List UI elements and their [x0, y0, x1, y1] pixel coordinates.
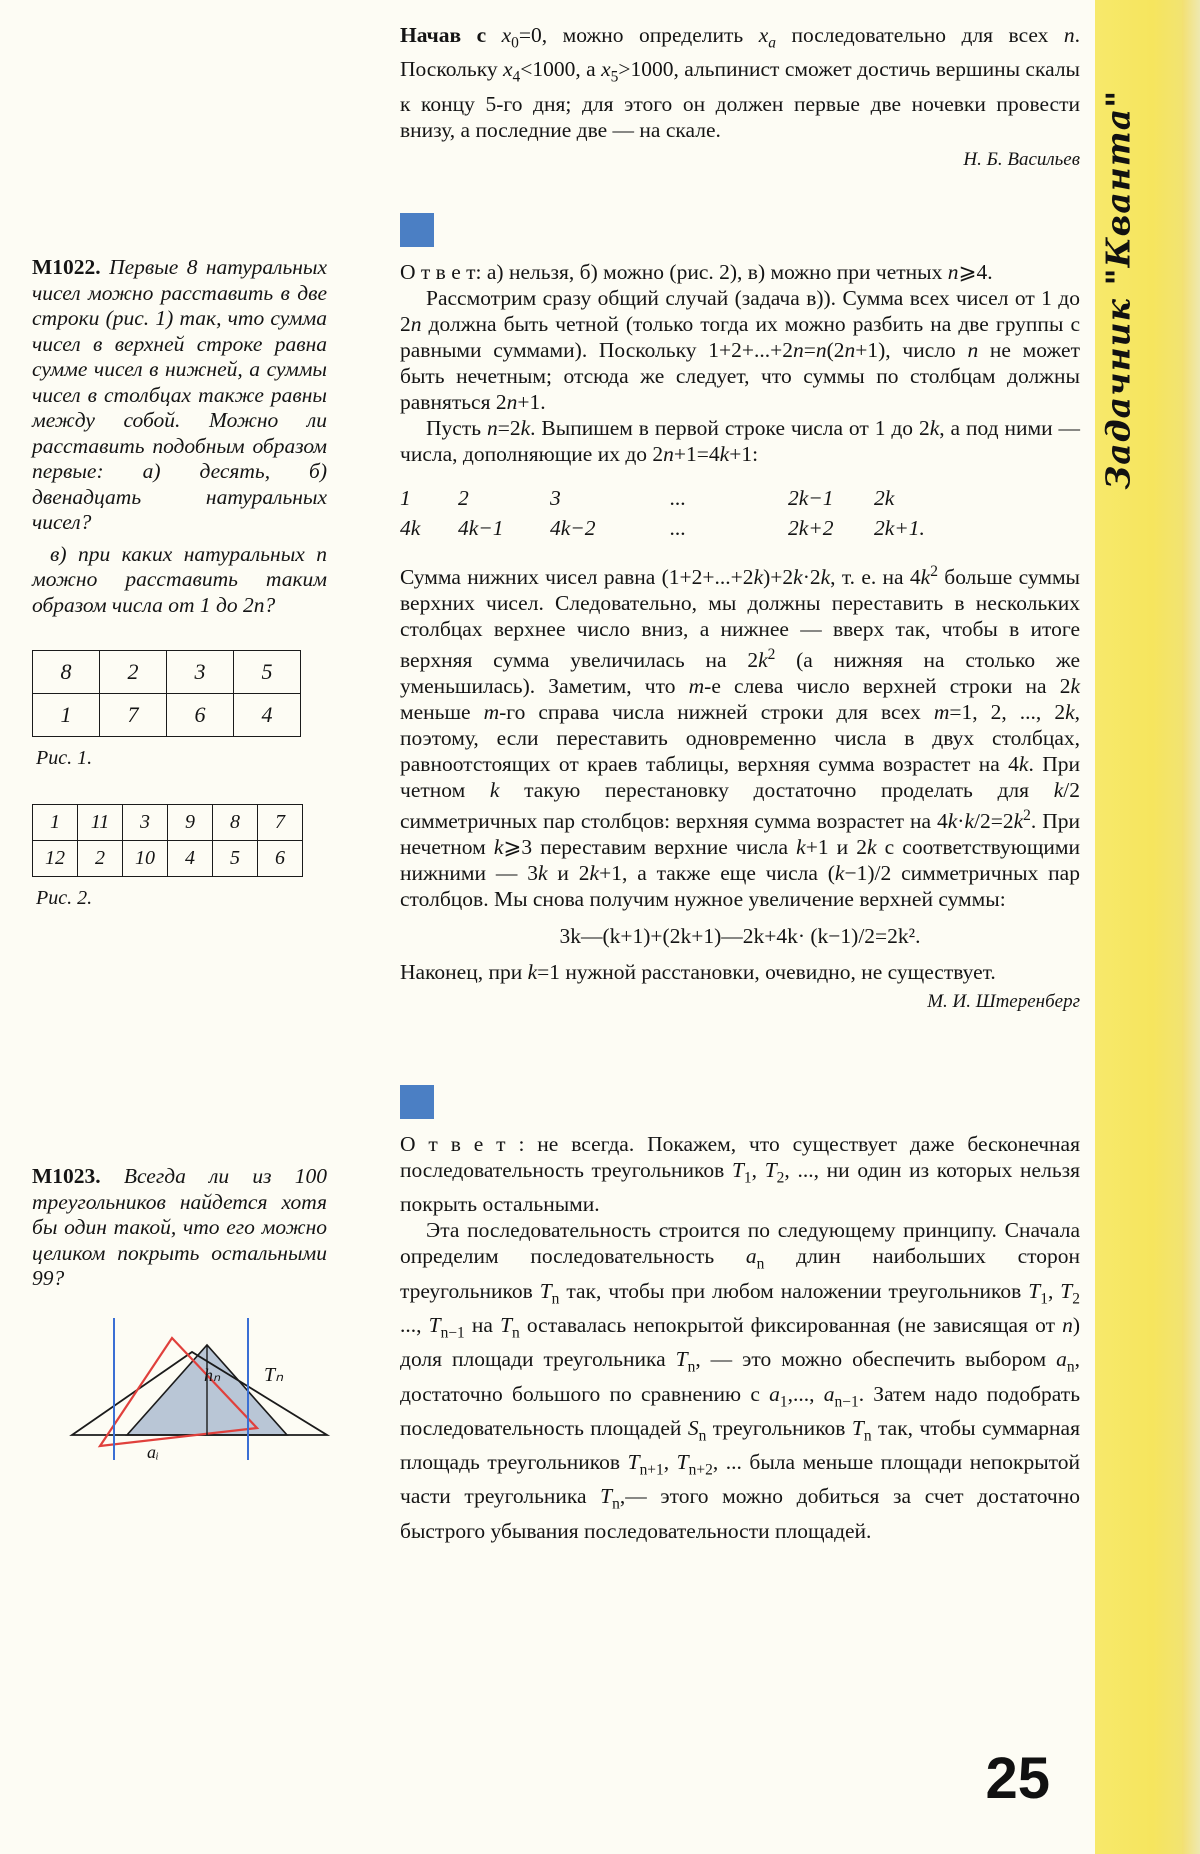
cell: 3: [167, 651, 234, 694]
table-row: [33, 694, 301, 737]
cell: 1: [33, 805, 78, 841]
problem-1022-number: M1022.: [32, 255, 101, 279]
figure-1-table: [32, 650, 301, 737]
cell: 3: [123, 805, 168, 841]
section-marker-icon-2: [400, 1085, 434, 1119]
problem-1023-text: Всегда ли из 100 треугольников найдется хотя бы один такой, что его можно целиком покрыть остальными 99?: [32, 1164, 327, 1290]
figure-2-caption: Рис. 2.: [36, 887, 93, 909]
top-article-signature: Н. Б. Васильев: [963, 148, 1080, 170]
table-row: [33, 805, 303, 841]
cell: 6: [258, 841, 303, 877]
label-height: hₙ: [204, 1364, 221, 1385]
cell: 2k−1: [788, 485, 834, 510]
section-marker-icon: [400, 213, 434, 247]
cell: 8: [213, 805, 258, 841]
solution-1022-answer: О т в е т: а) нельзя, б) можно (рис. 2), в) можно при четных n⩾4.: [400, 259, 993, 284]
cell: 4: [234, 694, 301, 737]
cell: 1: [400, 485, 411, 510]
formula-row-2: [400, 513, 1080, 543]
problem-1022: [32, 255, 327, 536]
solution-1022-p4: Сумма нижних чисел равна (1+2+...+2k)+2k·2k, т. е. на $4k^2$ больше суммы верхних чисел. Следовательно, мы должны переставить в нескольких столбцах верхнее число вниз, а нижнее — вверх так, чтобы в итоге верхняя сумма увеличилась на $2k^2$ (а нижняя на столько же уменьшилась). Заметим, что m-е слева число верхней строки на 2k меньше m-го справа числа нижней строки для всех m=1, 2, ..., 2k, поэтому, если переставить одновременно числа в двух столбцах, равноотстоящих от краев таблицы, верхняя сумма возрастет на 4k. При четном k такую перестановку достаточно проделать для k/2 симметричных пар столбцов: верхняя сумма возрастет на $4k\cdot k/2=2k^2$. При нечетном k⩾3 переставим верхние числа k+1 и 2k с соответствующими нижними — 3k и 2k+1, а также еще числа (k−1)/2 симметричных пар столбцов. Мы снова получим нужное увеличение верхней суммы:: [400, 562, 1081, 912]
cell: 7: [100, 694, 167, 737]
solution-1022-p2: Рассмотрим сразу общий случай (задача в)). Сумма всех чисел от 1 до 2n должна быть четной (только тогда их можно разбить на две группы с равными суммами). Поскольку 1+2+...+2n=n(2n+1), число n не может быть нечетным; отсюда же следует, что суммы по столбцам должны равняться 2n+1.: [400, 285, 1080, 414]
figure-1: [32, 650, 327, 770]
right-column: [400, 22, 1080, 1544]
cell: 2: [100, 651, 167, 694]
cell: 9: [168, 805, 213, 841]
formula-row-1: [400, 483, 1080, 513]
left-column: [32, 255, 327, 1470]
problem-1023: [32, 1164, 327, 1292]
top-article-paragraph: Начав с $x_0=0$, можно определить $x_a$ последовательно для всех n. Поскольку $x_4<1000$, а $x_5>1000$, альпинист сможет достичь вершины скалы к концу 5-го дня; для этого он должен первые две ночевки провести внизу, а последние две — на скале.: [400, 23, 1081, 142]
problem-1023-number: M1023.: [32, 1164, 101, 1188]
cell: 2k+1.: [874, 515, 925, 540]
side-band-edge: [1182, 0, 1200, 1854]
table-row: [33, 651, 301, 694]
solution-1022-formula: 3k—(k+1)+(2k+1)—2k+4k· (k−1)/2=2k².: [559, 924, 921, 949]
problem-1022-text: Первые 8 натуральных чисел можно расставить в две строки (рис. 1) так, что сумма чисел в верхней строке равна сумме чисел в нижней, а суммы чисел в столбцах также равны между собой. Можно ли расставить подобным образом первые: а) десять, б) двенадцать натуральных чисел?: [32, 255, 327, 534]
solution-1023-p2: Эта последовательность строится по следующему принципу. Сначала определим последовательность $a_n$ длин наибольших сторон треугольников $T_n$ так, чтобы при любом наложении треугольников $T_1$, $T_2$ ..., $T_{n-1}$ на $T_n$ оставалась непокрытой фиксированная (не зависящая от n) доля площади треугольника $T_n$, — это можно обеспечить выбором $a_n$, достаточно большого по сравнению с $a_1$,..., $a_{n-1}$. Затем надо подобрать последовательность площадей $S_n$ треугольников $T_n$ так, чтобы суммарная площадь треугольников $T_{n+1}$, $T_{n+2}$, ... была меньше площади непокрытой части треугольника $T_n,—$ этого можно добиться за счет достаточно быстрого убывания последовательности площадей.: [400, 1218, 1081, 1543]
problem-1022-text-v: в) при каких натуральных n можно расставить таким образом числа от 1 до 2n?: [32, 541, 327, 617]
cell: 6: [167, 694, 234, 737]
figure-2: [32, 804, 327, 910]
cell: 2: [458, 485, 469, 510]
page-number: 25: [985, 1746, 1050, 1811]
solution-1023-p1: О т в е т : не всегда. Покажем, что существует даже бесконечная последовательность треугольников $T_1$, $T_2$, ..., ни один из которых нельзя покрыть остальными.: [400, 1132, 1081, 1217]
cell: 12: [33, 841, 78, 877]
cell: 1: [33, 694, 100, 737]
side-band-title: Задачник "Кванта": [1098, 89, 1138, 490]
cell: ...: [670, 485, 687, 510]
solution-1022-table: [400, 483, 1080, 543]
figure-1-caption: Рис. 1.: [36, 747, 93, 769]
problem-1023-block: [32, 1164, 327, 1292]
figure-2-table: [32, 804, 303, 877]
cell: 2: [78, 841, 123, 877]
cell: 11: [78, 805, 123, 841]
cell: 3: [550, 485, 561, 510]
cell: 4k−2: [550, 515, 596, 540]
triangle-figure: [52, 1310, 342, 1470]
solution-1022-p5: Наконец, при k=1 нужной расстановки, очевидно, не существует.: [400, 960, 996, 985]
cell: 7: [258, 805, 303, 841]
solution-1022-p3: Пусть n=2k. Выпишем в первой строке числа от 1 до 2k, а под ними — числа, дополняющие их до 2n+1=4k+1:: [400, 415, 1080, 466]
cell: 10: [123, 841, 168, 877]
solution-1022-signature: М. И. Штеренберг: [927, 991, 1080, 1013]
cell: 2k: [874, 485, 895, 510]
cell: 5: [213, 841, 258, 877]
cell: ...: [670, 515, 687, 540]
cell: 4k: [400, 515, 421, 540]
label-triangle: Tₙ: [264, 1363, 284, 1386]
cell: 4k−1: [458, 515, 504, 540]
label-base: aᵢ: [147, 1441, 159, 1462]
cell: 8: [33, 651, 100, 694]
triangle-figure-svg: [52, 1310, 342, 1470]
cell: 4: [168, 841, 213, 877]
table-row: [33, 841, 303, 877]
cell: 5: [234, 651, 301, 694]
cell: 2k+2: [788, 515, 834, 540]
